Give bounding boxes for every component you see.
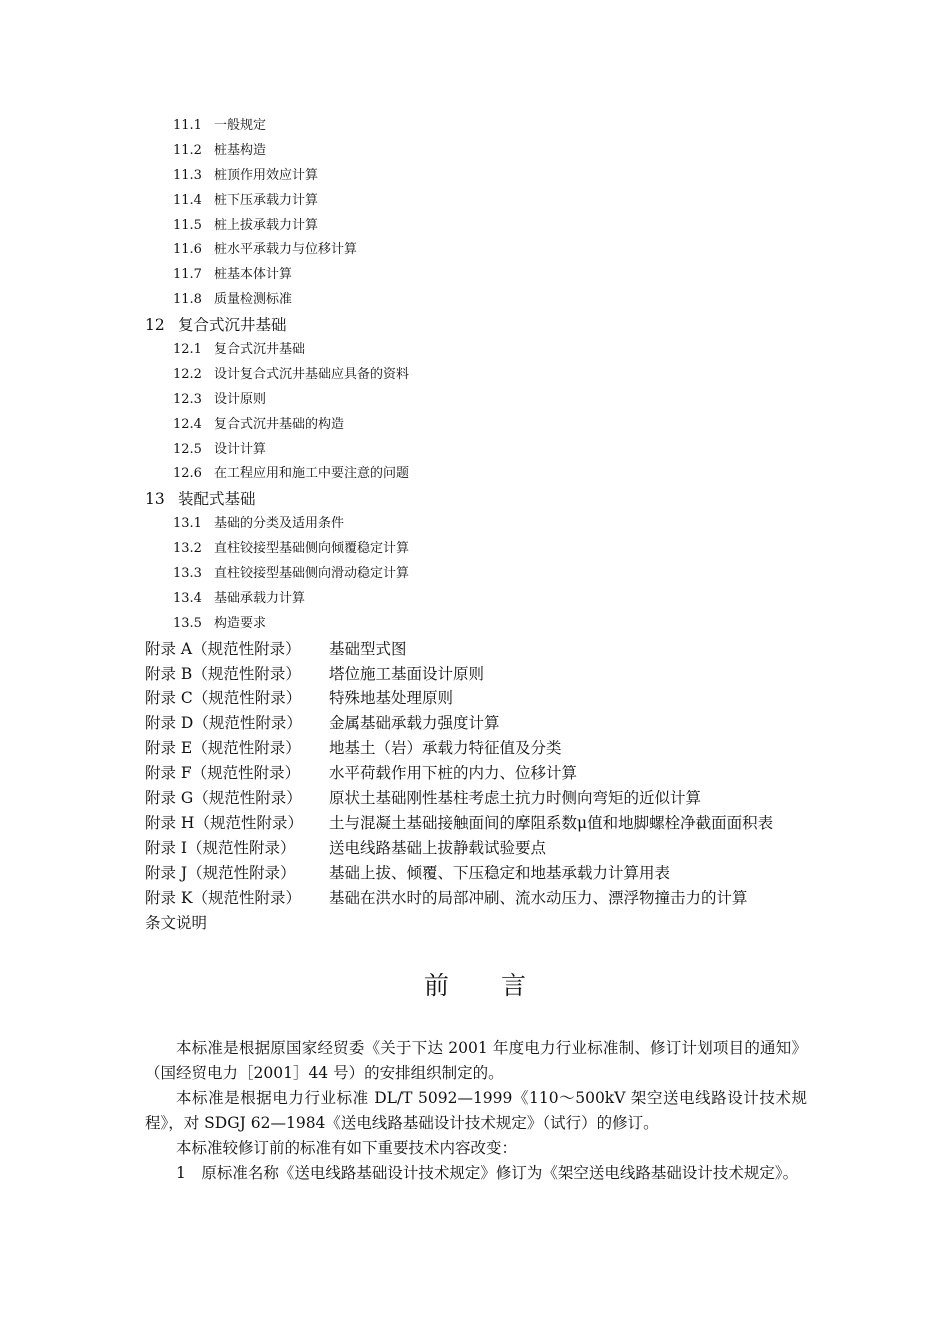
toc-item[interactable]: 12.2 设计复合式沉井基础应具备的资料 [173,366,410,382]
toc-item[interactable]: 12.5 设计计算 [173,441,267,457]
toc-item[interactable]: 13.1 基础的分类及适用条件 [173,516,345,532]
toc-appendix[interactable]: 附录 D（规范性附录） 金属基础承载力强度计算 [145,714,500,733]
toc-item[interactable]: 13.5 构造要求 [173,615,267,631]
paragraph: 本标准是根据电力行业标准 DL/T 5092—1999《110～500kV 架空送电线路设计技术规程》，对 SDGJ 62—1984《送电线路基础设计技术规定》（试行）的修订。 [145,1089,807,1132]
toc-item[interactable]: 11.4 桩下压承载力计算 [173,192,319,208]
paragraph: 本标准较修订前的标准有如下重要技术内容改变： [176,1139,518,1157]
toc-appendix[interactable]: 附录 C（规范性附录） 特殊地基处理原则 [145,689,454,708]
toc-item[interactable]: 13.3 直柱铰接型基础侧向滑动稳定计算 [173,566,410,582]
toc-item[interactable]: 11.5 桩上拔承载力计算 [173,217,319,233]
toc-appendix[interactable]: 附录 H（规范性附录） 土与混凝土基础接触面间的摩阻系数μ值和地脚螺栓净截面面积表 [145,813,774,832]
toc-appendix[interactable]: 附录 E（规范性附录） 地基土（岩）承载力特征值及分类 [145,739,562,758]
toc-appendix[interactable]: 附录 I（规范性附录） 送电线路基础上拔静载试验要点 [145,838,547,857]
toc-appendix[interactable]: 附录 G（规范性附录） 原状土基础刚性基柱考虑土抗力时侧向弯矩的近似计算 [145,789,702,808]
preface-title: 前言 [423,971,578,1000]
toc-item[interactable]: 12.3 设计原则 [173,391,267,407]
toc-item[interactable]: 13.4 基础承载力计算 [173,590,306,606]
toc-item[interactable]: 11.6 桩水平承载力与位移计算 [173,242,358,258]
toc-chapter[interactable]: 13 装配式基础 [145,490,256,509]
toc-item[interactable]: 12.4 复合式沉井基础的构造 [173,416,345,432]
toc-item[interactable]: 11.2 桩基构造 [173,142,267,158]
toc-item[interactable]: 12.6 在工程应用和施工中要注意的问题 [173,466,410,482]
table-of-contents [145,114,825,935]
toc-appendix[interactable]: 附录 K（规范性附录） 基础在洪水时的局部冲刷、流水动压力、漂浮物撞击力的计算 [145,888,748,907]
toc-item[interactable]: 11.8 质量检测标准 [173,292,293,308]
toc-appendix[interactable]: 附录 J（规范性附录） 基础上拔、倾覆、下压稳定和地基承载力计算用表 [145,863,671,882]
toc-appendix[interactable]: 附录 B（规范性附录） 塔位施工基面设计原则 [145,664,485,683]
toc-notes[interactable]: 条文说明 [145,913,208,932]
paragraph: 1 原标准名称《送电线路基础设计技术规定》修订为《架空送电线路基础设计技术规定》。 [176,1164,799,1182]
paragraph: 本标准是根据原国家经贸委《关于下达 2001 年度电力行业标准制、修订计划项目的通知》（国经贸电力［2001］44 号）的安排组织制定的。 [145,1039,807,1082]
preface-body [145,1036,807,1186]
toc-item[interactable]: 11.3 桩顶作用效应计算 [173,167,319,183]
toc-item[interactable]: 11.1 一般规定 [173,118,267,133]
toc-appendix[interactable]: 附录 F（规范性附录） 水平荷载作用下桩的内力、位移计算 [145,764,578,783]
toc-chapter[interactable]: 12 复合式沉井基础 [145,316,287,335]
toc-item[interactable]: 11.7 桩基本体计算 [173,267,293,283]
toc-item[interactable]: 13.2 直柱铰接型基础侧向倾覆稳定计算 [173,541,410,557]
toc-appendix[interactable]: 附录 A（规范性附录） 基础型式图 [145,639,407,658]
toc-item[interactable]: 12.1 复合式沉井基础 [173,342,306,358]
